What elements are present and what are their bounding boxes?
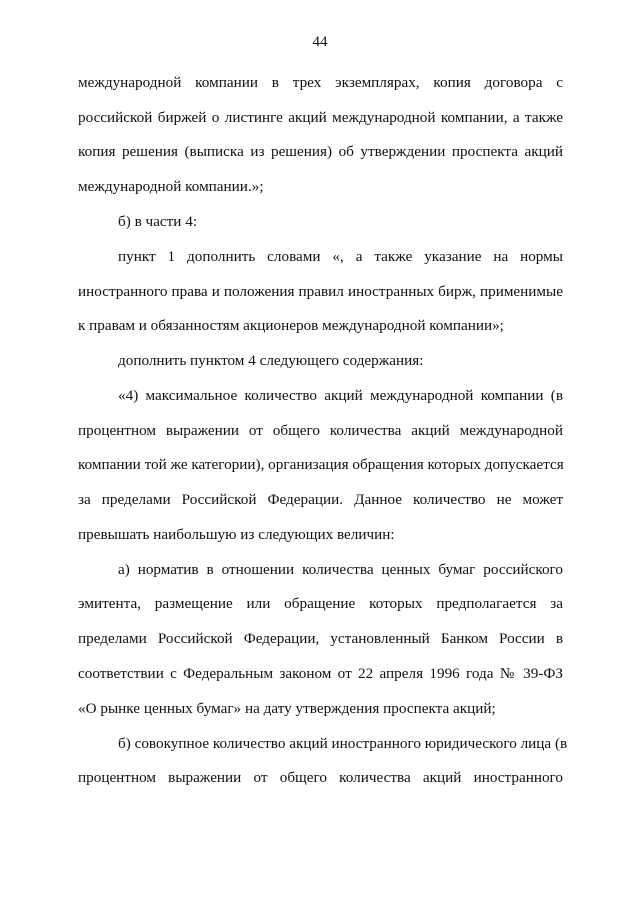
text-line: пункт 1 дополнить словами «, а также указание на нормы <box>118 248 563 265</box>
text-line: за пределами Российской Федерации. Данное количество не может <box>78 491 563 508</box>
text-line: международной компании в трех экземплярах, копия договора с <box>78 74 563 91</box>
text-line: эмитента, размещение или обращение которых предполагается за <box>78 595 563 612</box>
text-line: соответствии с Федеральным законом от 22 апреля 1996 года № 39-ФЗ <box>78 665 563 682</box>
text-line: иностранного права и положения правил иностранных бирж, применимые <box>78 283 563 300</box>
text-line: превышать наибольшую из следующих величин: <box>78 526 395 543</box>
text-line: дополнить пунктом 4 следующего содержания: <box>118 352 424 369</box>
text-line: процентном выражении от общего количества акций иностранного <box>78 769 563 786</box>
text-line: копия решения (выписка из решения) об утверждении проспекта акций <box>78 143 563 160</box>
text-line: процентном выражении от общего количества акций международной <box>78 422 563 439</box>
text-line: к правам и обязанностям акционеров международной компании»; <box>78 317 504 334</box>
text-line: б) совокупное количество акций иностранного юридического лица (в <box>118 735 568 752</box>
text-line: компании той же категории), организация обращения которых допускается <box>78 456 564 473</box>
text-line: б) в части 4: <box>118 213 198 230</box>
text-line: «О рынке ценных бумаг» на дату утверждения проспекта акций; <box>78 700 496 717</box>
page-number: 44 <box>312 34 328 50</box>
text-line: «4) максимальное количество акций международной компании (в <box>118 387 563 404</box>
text-line: международной компании.»; <box>78 178 264 195</box>
text-line: российской биржей о листинге акций международной компании, а также <box>78 109 563 126</box>
text-line: а) норматив в отношении количества ценных бумаг российского <box>118 561 563 578</box>
text-line: пределами Российской Федерации, установленный Банком России в <box>78 630 563 647</box>
